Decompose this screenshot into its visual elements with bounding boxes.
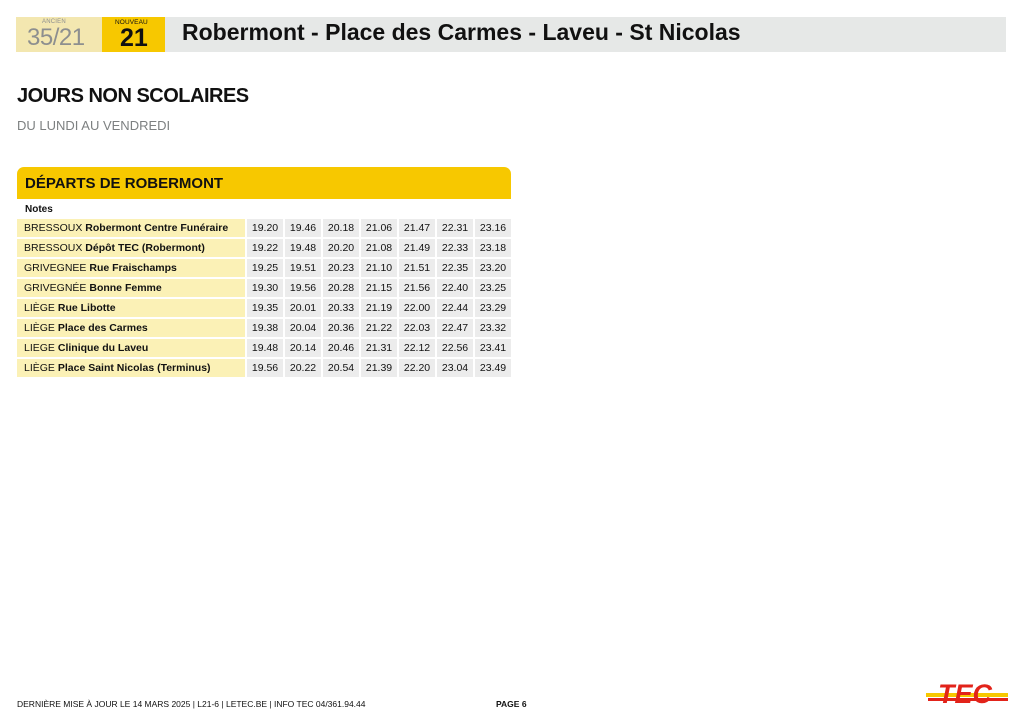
departure-time: 21.08 <box>359 239 397 257</box>
departure-time: 20.54 <box>321 359 359 377</box>
departure-time: 22.33 <box>435 239 473 257</box>
departure-time: 21.47 <box>397 219 435 237</box>
departure-time: 19.30 <box>245 279 283 297</box>
stop-name-cell <box>17 319 245 337</box>
departure-time: 22.31 <box>435 219 473 237</box>
departure-time: 22.20 <box>397 359 435 377</box>
departure-time: 21.31 <box>359 339 397 357</box>
departure-time: 23.04 <box>435 359 473 377</box>
table-row <box>17 359 511 377</box>
old-line-label: ANCIEN <box>42 19 66 25</box>
departure-time: 23.20 <box>473 259 511 277</box>
departure-time: 23.41 <box>473 339 511 357</box>
departure-time: 19.35 <box>245 299 283 317</box>
footer-info: DERNIÈRE MISE À JOUR LE 14 MARS 2025 | L21-6 | LETEC.BE | INFO TEC 04/361.94.44 <box>17 699 366 709</box>
departure-time: 20.04 <box>283 319 321 337</box>
page-number: PAGE 6 <box>496 699 527 709</box>
departure-time: 20.22 <box>283 359 321 377</box>
departure-time: 21.51 <box>397 259 435 277</box>
departure-time: 20.33 <box>321 299 359 317</box>
table-row <box>17 339 511 357</box>
logo-text: TEC <box>938 679 992 709</box>
stop-place: Rue Libotte <box>57 302 116 314</box>
departure-time: 20.20 <box>321 239 359 257</box>
new-line-label: NOUVEAU <box>115 19 148 26</box>
stop-place: Rue Fraischamps <box>89 262 177 274</box>
departure-time: 23.32 <box>473 319 511 337</box>
stop-name-cell <box>17 239 245 257</box>
stop-town: BRESSOUX <box>24 242 83 254</box>
table-row <box>17 279 511 297</box>
departure-time: 20.28 <box>321 279 359 297</box>
stop-town: LIÈGE <box>24 302 55 314</box>
notes-label: Notes <box>25 204 53 215</box>
departure-time: 23.16 <box>473 219 511 237</box>
departure-time: 23.25 <box>473 279 511 297</box>
stop-place: Bonne Femme <box>89 282 162 294</box>
departure-time: 23.49 <box>473 359 511 377</box>
stop-name-cell <box>17 299 245 317</box>
table-row <box>17 319 511 337</box>
section-subtitle: DU LUNDI AU VENDREDI <box>17 118 171 133</box>
departure-time: 23.29 <box>473 299 511 317</box>
departure-time: 21.06 <box>359 219 397 237</box>
departure-time: 22.44 <box>435 299 473 317</box>
departure-time: 19.56 <box>245 359 283 377</box>
departure-time: 22.12 <box>397 339 435 357</box>
departure-time: 21.19 <box>359 299 397 317</box>
departure-time: 22.56 <box>435 339 473 357</box>
stop-town: LIEGE <box>24 342 55 354</box>
stop-town: LIÈGE <box>24 362 55 374</box>
departure-time: 22.47 <box>435 319 473 337</box>
departure-time: 21.15 <box>359 279 397 297</box>
stop-town: GRIVEGNEE <box>24 262 87 274</box>
departure-time: 20.36 <box>321 319 359 337</box>
departure-time: 20.23 <box>321 259 359 277</box>
departure-time: 22.35 <box>435 259 473 277</box>
departure-time: 19.38 <box>245 319 283 337</box>
departure-time: 19.56 <box>283 279 321 297</box>
stop-place: Dépôt TEC (Robermont) <box>85 242 205 254</box>
departure-time: 20.01 <box>283 299 321 317</box>
departure-time: 23.18 <box>473 239 511 257</box>
departure-time: 20.14 <box>283 339 321 357</box>
route-title: Robermont - Place des Carmes - Laveu - St Nicolas <box>182 19 741 45</box>
stop-town: LIÈGE <box>24 322 55 334</box>
stop-name-cell <box>17 219 245 237</box>
departure-time: 19.48 <box>245 339 283 357</box>
stop-name-cell <box>17 279 245 297</box>
departure-time: 22.00 <box>397 299 435 317</box>
table-row <box>17 299 511 317</box>
stop-place: Robermont Centre Funéraire <box>85 222 229 234</box>
tec-logo <box>926 678 1008 710</box>
stop-town: GRIVEGNÉE <box>24 282 87 294</box>
timetable <box>17 217 511 379</box>
departure-time: 19.20 <box>245 219 283 237</box>
table-row <box>17 219 511 237</box>
stop-place: Clinique du Laveu <box>57 342 149 354</box>
stop-place: Place des Carmes <box>57 322 148 334</box>
departure-time: 20.46 <box>321 339 359 357</box>
departure-time: 19.48 <box>283 239 321 257</box>
old-line-number: 35/21 <box>27 24 85 51</box>
departure-time: 19.22 <box>245 239 283 257</box>
departure-time: 21.56 <box>397 279 435 297</box>
stop-name-cell <box>17 359 245 377</box>
new-line-number: 21 <box>120 24 148 52</box>
departure-time: 19.46 <box>283 219 321 237</box>
departure-time: 22.40 <box>435 279 473 297</box>
departure-time: 22.03 <box>397 319 435 337</box>
departure-time: 21.10 <box>359 259 397 277</box>
table-row <box>17 239 511 257</box>
stop-name-cell <box>17 259 245 277</box>
departures-title: DÉPARTS DE ROBERMONT <box>25 175 224 192</box>
departure-time: 21.22 <box>359 319 397 337</box>
departure-time: 21.39 <box>359 359 397 377</box>
departure-time: 20.18 <box>321 219 359 237</box>
table-row <box>17 259 511 277</box>
stop-place: Place Saint Nicolas (Terminus) <box>57 362 211 374</box>
departure-time: 19.51 <box>283 259 321 277</box>
stop-town: BRESSOUX <box>24 222 83 234</box>
departure-time: 21.49 <box>397 239 435 257</box>
stop-name-cell <box>17 339 245 357</box>
section-title: JOURS NON SCOLAIRES <box>17 85 249 107</box>
departure-time: 19.25 <box>245 259 283 277</box>
